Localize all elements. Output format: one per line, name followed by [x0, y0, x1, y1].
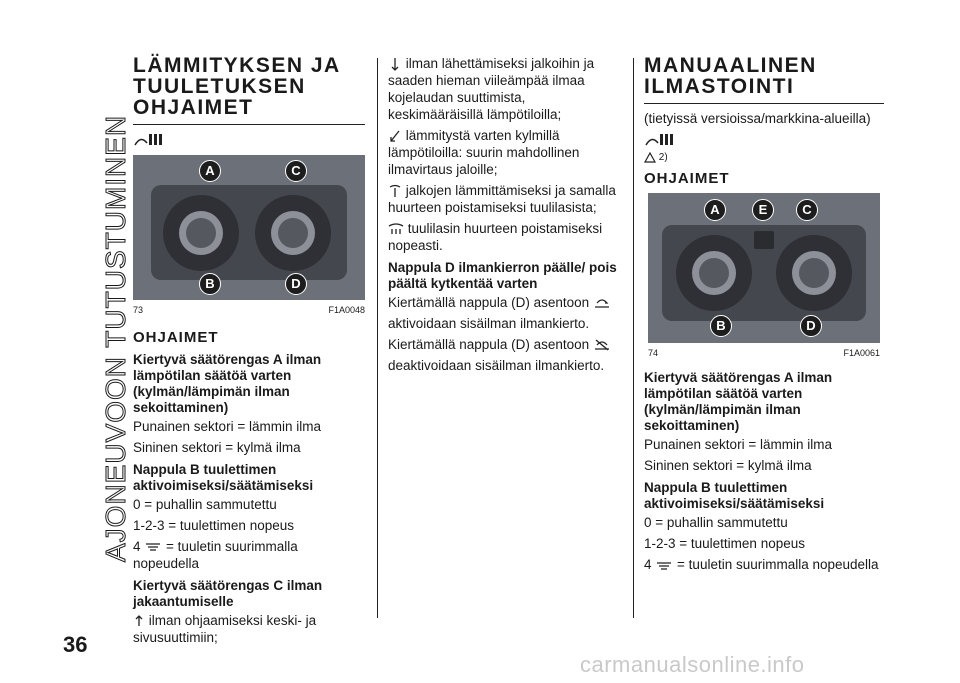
- callout-b: B: [710, 315, 732, 337]
- fan-max-text: 4 = tuuletin suurimmalla nopeudella: [644, 557, 879, 573]
- climate-panel-illustration: [133, 155, 365, 300]
- figure-73-controls: [133, 155, 365, 300]
- distribution-2-text: ilman lähettämiseksi jalkoihin ja saaden hieman viileämpää ilmaa kojelaudan suuttimista, keskimääräisillä lämpötiloilla;: [388, 56, 595, 122]
- fan-off-text: 0 = puhallin sammutettu: [644, 515, 788, 531]
- section-title: OHJAIMET: [644, 170, 730, 188]
- distribution-1-text: ilman ohjaamiseksi keski- ja sivusuuttimiin;: [133, 613, 317, 645]
- recirculation-off-icon: [593, 339, 611, 351]
- airflow-feet-windshield-icon: [388, 184, 402, 198]
- recirculation-on-result: aktivoidaan sisäilman ilmankierto.: [388, 316, 590, 331]
- figure-74-controls: [648, 193, 880, 343]
- distribution-3-text: lämmitystä varten kylmillä lämpötiloilla: suurin mahdollinen ilmavirtaus jaloille;: [388, 128, 580, 177]
- callout-b: B: [199, 273, 221, 295]
- recirculation-off-result: deaktivoidaan sisäilman ilmankierto.: [388, 358, 605, 373]
- recirculation-on-text: Kiertämällä nappula (D) asentoon: [388, 294, 624, 311]
- sidebar-title-text: AJONEUVOON TUTUSTUMINEN: [100, 114, 131, 562]
- fan-speed-text: 1-2-3 = tuulettimen nopeus: [133, 518, 294, 533]
- title-underline: [133, 124, 365, 125]
- book-reference-icon: [133, 131, 167, 149]
- heading-knob-d: Nappula D ilmankierron päälle/ pois päältä kytkentää varten: [388, 260, 617, 291]
- callout-d: D: [800, 315, 822, 337]
- figure-caption: [133, 302, 365, 319]
- column-divider: [633, 58, 634, 618]
- availability-note: (tietyissä versioissa/markkina-alueilla): [644, 111, 871, 126]
- ac-title: MANUAALINEN ILMASTOINTI: [644, 54, 817, 98]
- figure-caption: [648, 345, 880, 362]
- red-sector-text: Punainen sektori = lämmin ilma: [644, 437, 832, 453]
- fan-max-icon: [144, 541, 162, 553]
- fan-off-text: 0 = puhallin sammutettu: [133, 497, 277, 512]
- section-title: OHJAIMET: [133, 329, 219, 346]
- fan-speed-text: 1-2-3 = tuulettimen nopeus: [644, 536, 805, 552]
- figure-number: 73: [133, 305, 144, 315]
- distribution-5-text: tuulilasin huurteen poistamiseksi nopeasti.: [388, 221, 603, 253]
- airflow-face-icon: [133, 615, 145, 627]
- page-number: 36: [63, 632, 88, 657]
- column-divider: [377, 58, 378, 618]
- warning-triangle-icon: [644, 152, 656, 163]
- callout-e: E: [752, 199, 774, 221]
- callout-a: A: [199, 160, 221, 182]
- sidebar-section-title: [56, 30, 131, 590]
- callout-d: D: [285, 273, 307, 295]
- heading-knob-b: Nappula B tuulettimen aktivoimiseksi/säätämiseksi: [133, 462, 314, 493]
- red-sector-text: Punainen sektori = lämmin ilma: [133, 419, 321, 434]
- heading-dial-a: Kiertyvä säätörengas A ilman lämpötilan säätöä varten (kylmän/lämpimän ilman sekoittaminen): [133, 352, 322, 415]
- windshield-defrost-icon: [388, 223, 404, 235]
- figure-number: 74: [648, 348, 659, 359]
- blue-sector-text: Sininen sektori = kylmä ilma: [644, 458, 812, 474]
- callout-a: A: [704, 199, 726, 221]
- callout-c: C: [796, 199, 818, 221]
- distribution-4-text: jalkojen lämmittämiseksi ja samalla huurteen poistamiseksi tuulilasista;: [388, 183, 616, 215]
- watermark: carmanualsonline.info: [580, 652, 805, 677]
- column-3: [644, 55, 884, 577]
- recirculation-off-text: Kiertämällä nappula (D) asentoon: [388, 336, 624, 353]
- column-2: [388, 55, 624, 378]
- recirculation-on-icon: [593, 297, 611, 309]
- fan-max-icon: [655, 560, 673, 572]
- airflow-face-feet-icon: [388, 57, 402, 71]
- title-underline: [644, 103, 884, 104]
- blue-sector-text: Sininen sektori = kylmä ilma: [133, 440, 301, 455]
- book-reference-icon: [644, 131, 678, 149]
- fan-max-text: 4 = tuuletin suurimmalla nopeudella: [133, 539, 298, 571]
- column-1: [133, 55, 365, 650]
- heading-dial-a: Kiertyvä säätörengas A ilman lämpötilan säätöä varten (kylmän/lämpimän ilman sekoittaminen): [644, 370, 833, 434]
- warning-note: 2): [644, 149, 884, 166]
- heading-dial-c: Kiertyvä säätörengas C ilman jakaantumiselle: [133, 578, 323, 609]
- callout-c: C: [285, 160, 307, 182]
- airflow-feet-icon: [388, 129, 402, 143]
- figure-code: F1A0048: [328, 305, 365, 315]
- main-title: LÄMMITYKSEN JA TUULETUKSEN OHJAIMET: [133, 54, 340, 119]
- figure-code: F1A0061: [843, 348, 880, 359]
- heading-knob-b: Nappula B tuulettimen aktivoimiseksi/säätämiseksi: [644, 480, 825, 512]
